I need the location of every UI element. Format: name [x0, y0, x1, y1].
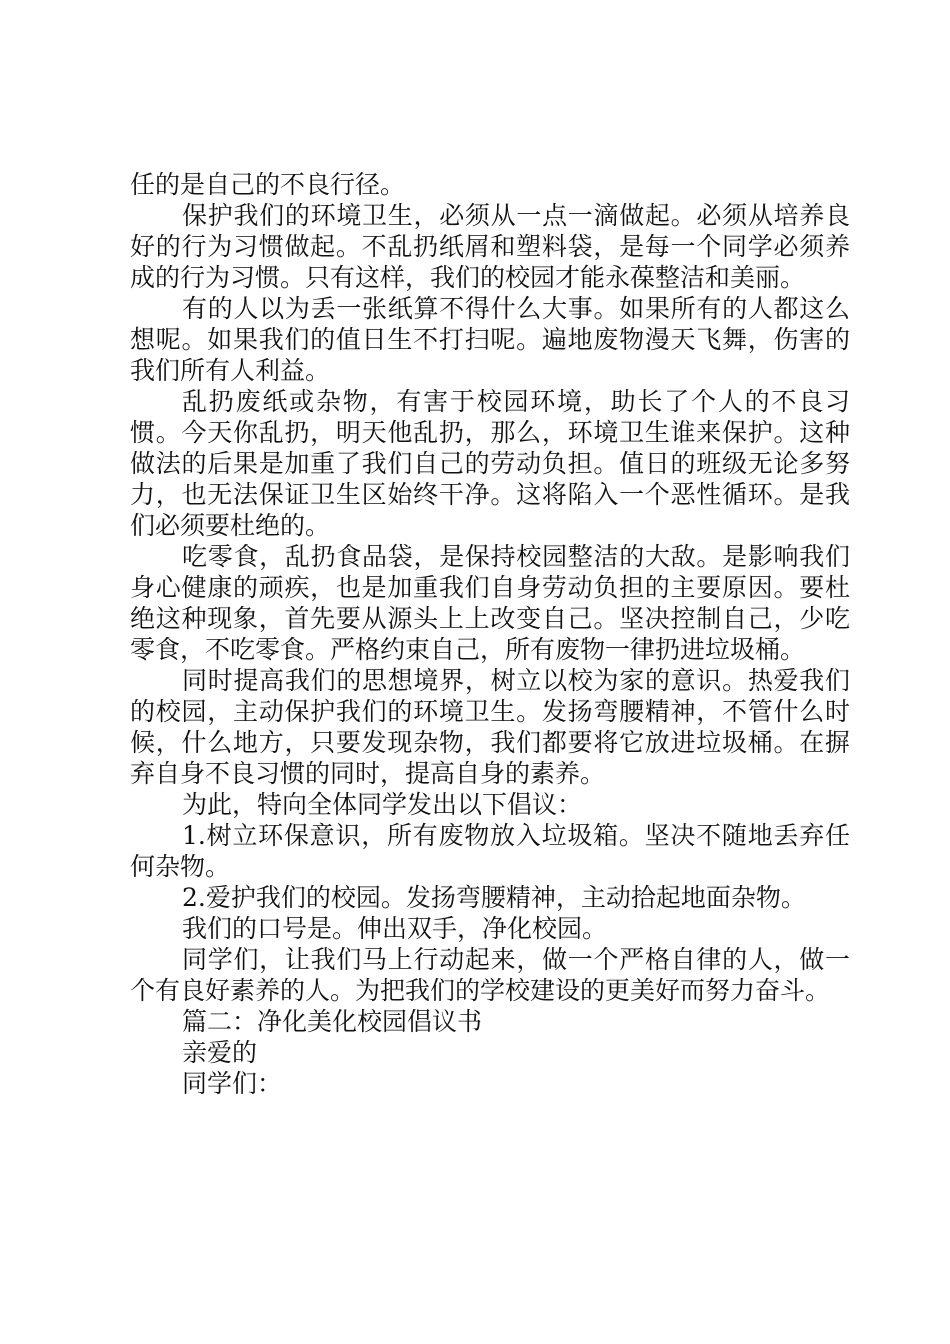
- salutation-line-2: 同学们：: [182, 1069, 283, 1098]
- section-heading: 篇二：净化美化校园倡议书: [182, 1007, 483, 1036]
- paragraph-littering-harm: 乱扔废纸或杂物，有害于校园环境，助长了个人的不良习惯。今天你乱扔，明天他乱扔，那么，环境卫生谁来保护。这种做法的后果是加重了我们自己的劳动负担。值日的班级无论多努力，也无法保证卫生区始终干净。这将陷入一个恶性循环。是我们必须要杜绝的。: [130, 387, 850, 540]
- salutation-line-1: 亲爱的: [182, 1038, 258, 1067]
- paragraph-proposal-intro: 为此，特向全体同学发出以下倡议：: [182, 790, 583, 819]
- document-page: [130, 169, 850, 1099]
- proposal-item-2: 2.爱护我们的校园。发扬弯腰精神，主动拾起地面杂物。: [182, 883, 806, 912]
- paragraph-snacks: 吃零食，乱扔食品袋，是保持校园整洁的大敌。是影响我们身心健康的顽疾，也是加重我们自身劳动负担的主要原因。要杜绝这种现象，首先要从源头上上改变自己。坚决控制自己，少吃零食，不吃零食。严格约束自己，所有废物一律扔进垃圾桶。: [130, 542, 850, 664]
- paragraph-slogan: 我们的口号是。伸出双手，净化校园。: [182, 914, 608, 943]
- paragraph-litter-attitude: 有的人以为丢一张纸算不得什么大事。如果所有的人都这么想呢。如果我们的值日生不打扫呢。遍地废物漫天飞舞，伤害的我们所有人利益。: [130, 294, 850, 385]
- proposal-item-1: 1.树立环保意识，所有废物放入垃圾箱。坚决不随地丢弃任何杂物。: [130, 821, 850, 881]
- paragraph-call-to-action: 同学们，让我们马上行动起来，做一个严格自律的人，做一个有良好素养的人。为把我们的学校建设的更美好而努力奋斗。: [130, 945, 850, 1005]
- paragraph-environment-hygiene: 保护我们的环境卫生，必须从一点一滴做起。必须从培养良好的行为习惯做起。不乱扔纸屑和塑料袋，是每一个同学必须养成的行为习惯。只有这样，我们的校园才能永葆整洁和美丽。: [130, 201, 850, 292]
- paragraph-continuation: 任的是自己的不良行径。: [130, 170, 406, 199]
- paragraph-mindset: 同时提高我们的思想境界，树立以校为家的意识。热爱我们的校园，主动保护我们的环境卫生。发扬弯腰精神，不管什么时候，什么地方，只要发现杂物，我们都要将它放进垃圾桶。在摒弃自身不良习惯的同时，提高自身的素养。: [130, 666, 850, 788]
